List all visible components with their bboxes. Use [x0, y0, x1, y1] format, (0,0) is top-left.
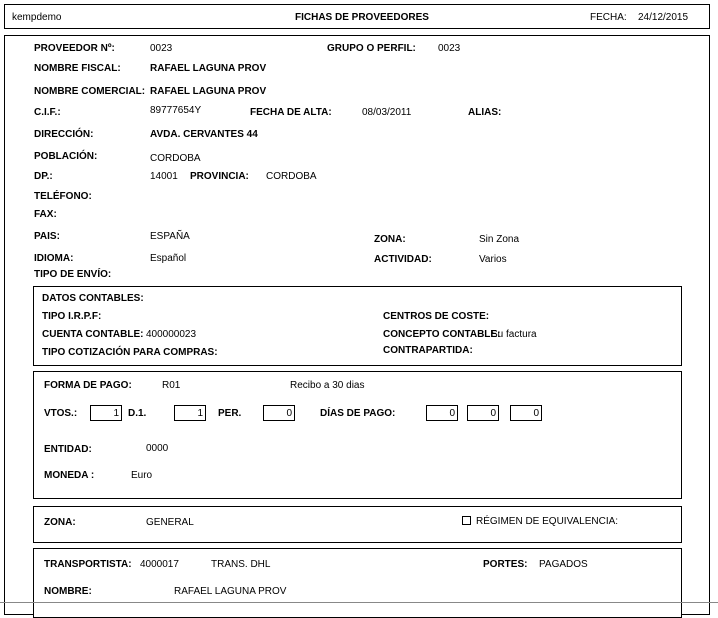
tipo-cotizacion-label: TIPO COTIZACIÓN PARA COMPRAS: — [42, 347, 218, 358]
alias-label: ALIAS: — [468, 107, 502, 118]
moneda-label: MONEDA : — [44, 470, 95, 481]
user-name: kempdemo — [12, 12, 62, 23]
poblacion-value: CORDOBA — [150, 153, 201, 164]
date-label: FECHA: — [590, 12, 627, 23]
fax-label: FAX: — [34, 209, 57, 220]
tipo-envio-label: TIPO DE ENVÍO: — [34, 269, 112, 280]
actividad-label: ACTIVIDAD: — [374, 254, 432, 265]
per-label: PER. — [218, 408, 242, 419]
moneda-value: Euro — [131, 470, 153, 481]
dias-pago-field-2[interactable]: 0 — [467, 405, 499, 421]
dp-label: DP.: — [34, 171, 53, 182]
d1-field[interactable]: 1 — [174, 405, 206, 421]
transporte-nombre-value: RAFAEL LAGUNA PROV — [174, 586, 287, 597]
entidad-label: ENTIDAD: — [44, 444, 92, 455]
pais-label: PAIS: — [34, 231, 60, 242]
proveedor-value: 0023 — [150, 43, 173, 54]
nombre-fiscal-value: RAFAEL LAGUNA PROV — [150, 63, 267, 74]
d1-label: D.1. — [128, 408, 147, 419]
portes-label: PORTES: — [483, 559, 528, 570]
direccion-label: DIRECCIÓN: — [34, 129, 94, 140]
forma-pago-label: FORMA DE PAGO: — [44, 380, 132, 391]
provincia-value: CORDOBA — [266, 171, 317, 182]
nombre-comercial-label: NOMBRE COMERCIAL: — [34, 86, 146, 97]
actividad-value: Varios — [479, 254, 507, 265]
transportista-label: TRANSPORTISTA: — [44, 559, 132, 570]
vtos-label: VTOS.: — [44, 408, 78, 419]
nombre-fiscal-label: NOMBRE FISCAL: — [34, 63, 121, 74]
concepto-contable-value: Su factura — [491, 329, 537, 340]
report-title: FICHAS DE PROVEEDORES — [295, 12, 429, 23]
irpf-label: TIPO I.R.P.F: — [42, 311, 102, 322]
provincia-label: PROVINCIA: — [190, 171, 249, 182]
pais-value: ESPAÑA — [150, 231, 190, 242]
date-value: 24/12/2015 — [638, 12, 689, 23]
fecha-alta-label: FECHA DE ALTA: — [250, 107, 332, 118]
portes-value: PAGADOS — [539, 559, 588, 570]
regimen-equivalencia-checkbox[interactable] — [462, 516, 471, 525]
cif-label: C.I.F.: — [34, 107, 61, 118]
cuenta-contable-value: 400000023 — [146, 329, 197, 340]
dias-pago-field-3[interactable]: 0 — [510, 405, 542, 421]
nombre-comercial-value: RAFAEL LAGUNA PROV — [150, 86, 267, 97]
idioma-label: IDIOMA: — [34, 253, 74, 264]
zona-general-label: ZONA: — [44, 517, 76, 528]
entidad-value: 0000 — [146, 443, 169, 454]
grupo-value: 0023 — [438, 43, 461, 54]
transporte-nombre-label: NOMBRE: — [44, 586, 92, 597]
contrapartida-label: CONTRAPARTIDA: — [383, 345, 473, 356]
regimen-equivalencia-label: RÉGIMEN DE EQUIVALENCIA: — [476, 516, 619, 527]
forma-pago-code: R01 — [162, 380, 181, 391]
transportista-code: 4000017 — [140, 559, 179, 570]
dp-value: 14001 — [150, 171, 178, 182]
fecha-alta-value: 08/03/2011 — [362, 107, 412, 118]
cif-value: 89777654Y — [150, 105, 202, 116]
zona-label: ZONA: — [374, 234, 406, 245]
zona-value: Sin Zona — [479, 234, 520, 245]
forma-pago-desc: Recibo a 30 dias — [290, 380, 365, 391]
cuenta-contable-label: CUENTA CONTABLE: — [42, 329, 144, 340]
zona-general-value: GENERAL — [146, 517, 194, 528]
per-field[interactable]: 0 — [263, 405, 295, 421]
transportista-name: TRANS. DHL — [211, 559, 271, 570]
centros-coste-label: CENTROS DE COSTE: — [383, 311, 490, 322]
page-cut-line — [0, 602, 718, 603]
dias-pago-label: DÍAS DE PAGO: — [320, 408, 396, 419]
vtos-field[interactable]: 1 — [90, 405, 122, 421]
direccion-value: AVDA. CERVANTES 44 — [150, 129, 258, 140]
concepto-contable-label: CONCEPTO CONTABLE: — [383, 329, 501, 340]
grupo-label: GRUPO O PERFIL: — [327, 43, 416, 54]
poblacion-label: POBLACIÓN: — [34, 151, 98, 162]
telefono-label: TELÉFONO: — [34, 191, 92, 202]
idioma-value: Español — [150, 253, 187, 264]
dias-pago-field-1[interactable]: 0 — [426, 405, 458, 421]
proveedor-label: PROVEEDOR Nº: — [34, 43, 115, 54]
datos-contables-title: DATOS CONTABLES: — [42, 293, 144, 304]
